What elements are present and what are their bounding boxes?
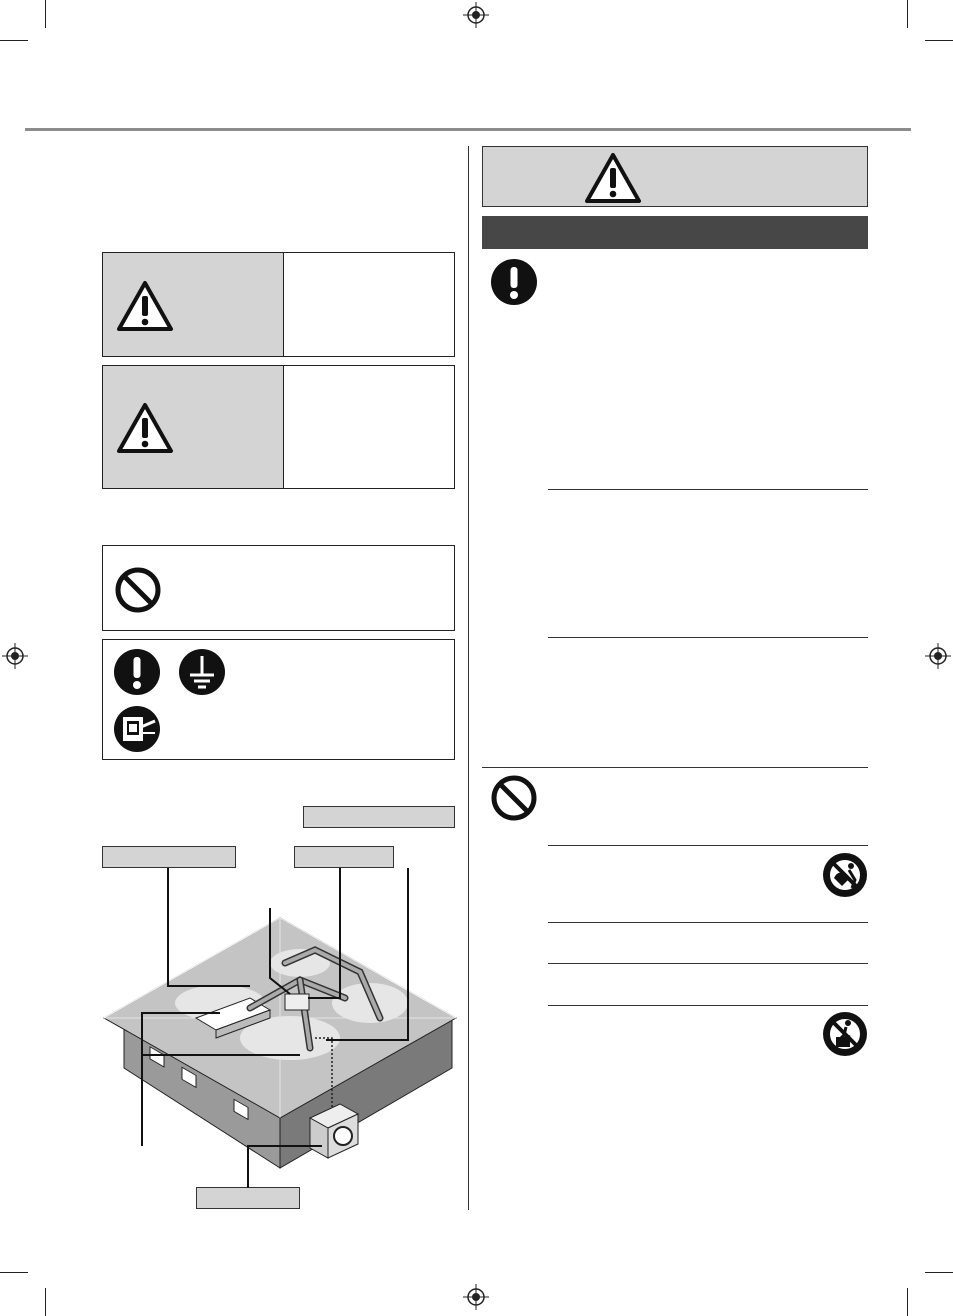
warning-triangle-icon: [583, 151, 643, 205]
caution-banner: [482, 146, 868, 207]
item-divider: [548, 489, 868, 490]
registration-mark-right: [925, 643, 951, 669]
section-divider: [482, 767, 868, 768]
warning-triangle-icon: [115, 401, 175, 455]
no-touching-icon: [822, 852, 868, 898]
exclamation-circle-icon: [490, 258, 538, 306]
prohibited-circle-icon: [114, 566, 162, 614]
item-divider: [548, 963, 868, 964]
item-divider: [548, 845, 868, 846]
house-installation-diagram: [100, 868, 460, 1188]
signal-word-table-1: [102, 252, 455, 357]
diagram-label-4: [196, 1187, 300, 1209]
registration-mark-top: [463, 2, 489, 28]
signal-word-cell: [103, 366, 283, 488]
column-divider: [468, 146, 469, 1210]
prohibited-circle-icon: [490, 774, 538, 822]
unplug-icon: [113, 705, 161, 753]
item-divider: [548, 637, 868, 638]
item-divider: [548, 1005, 868, 1006]
diagram-label-3: [294, 846, 394, 868]
no-climbing-icon: [822, 1011, 868, 1057]
header-rule: [25, 128, 911, 131]
section-header: [482, 216, 868, 249]
mandatory-symbol-box: [102, 639, 455, 760]
registration-mark-bottom: [463, 1284, 489, 1310]
diagram-label-2: [102, 846, 236, 868]
exclamation-circle-icon: [113, 648, 161, 696]
warning-triangle-icon: [115, 279, 175, 333]
signal-word-cell: [103, 253, 283, 356]
diagram-label-1: [303, 806, 455, 828]
prohibited-symbol-box: [102, 545, 455, 631]
registration-mark-left: [2, 643, 28, 669]
item-divider: [548, 922, 868, 923]
ground-icon: [178, 648, 226, 696]
signal-word-table-2: [102, 365, 455, 489]
